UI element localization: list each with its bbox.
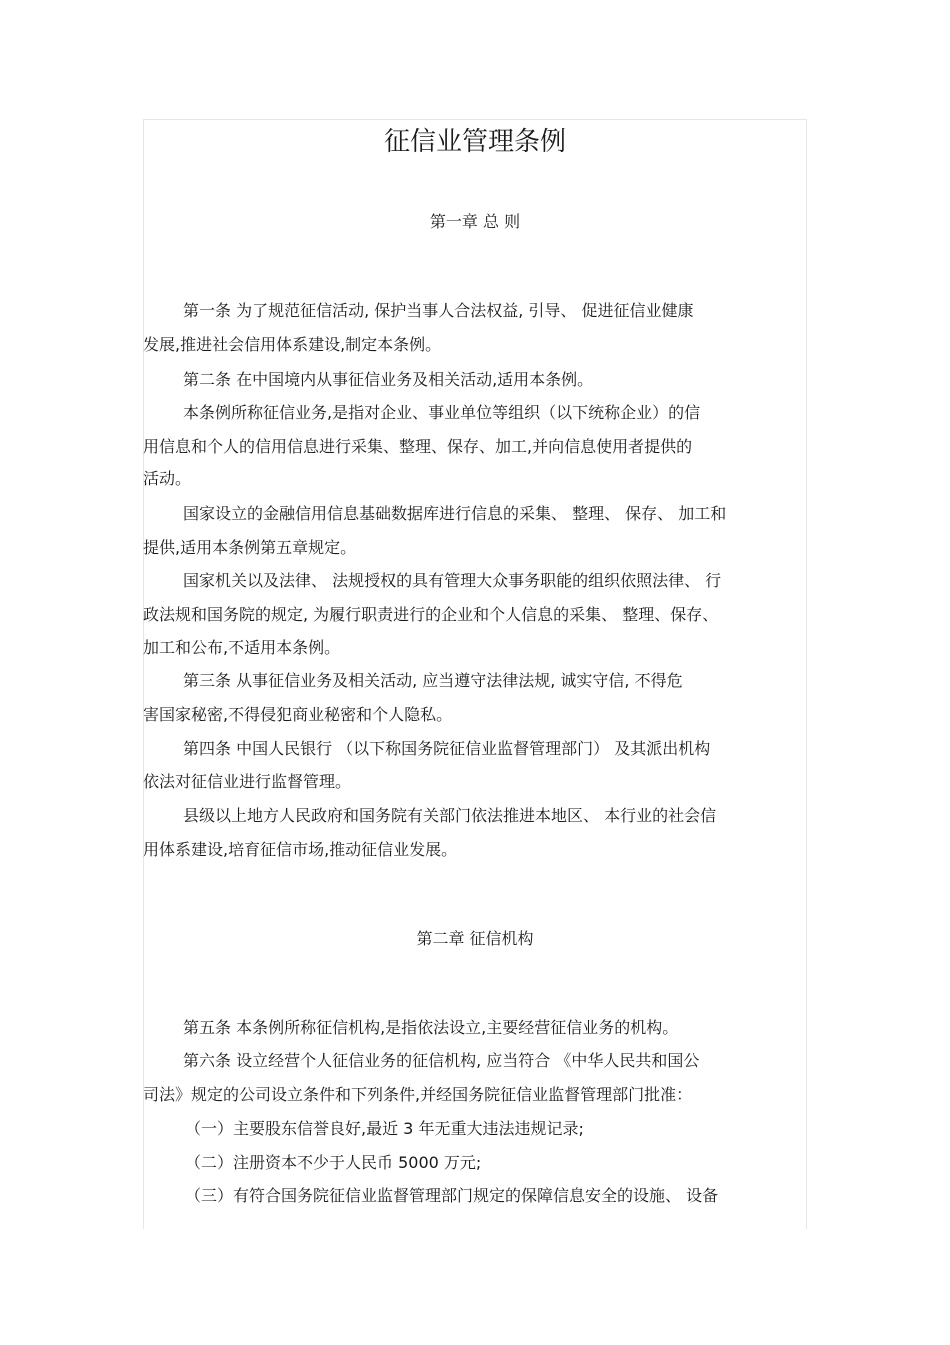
article-1-line-1: 第一条 为了规范征信活动, 保护当事人合法权益, 引导、 促进征信业健康 [183, 301, 694, 320]
article-4-para-2-line-1: 县级以上地方人民政府和国务院有关部门依法推进本地区、 本行业的社会信 [183, 806, 717, 825]
article-6-item-3: （三）有符合国务院征信业监督管理部门规定的保障信息安全的设施、 设备 [185, 1186, 719, 1205]
article-4-para-2-line-2: 用体系建设,培育征信市场,推动征信业发展。 [143, 840, 458, 859]
article-2-para-4-line-3: 加工和公布,不适用本条例。 [143, 638, 341, 657]
article-4-line-2: 依法对征信业进行监督管理。 [143, 772, 352, 791]
article-1-line-2: 发展,推进社会信用体系建设,制定本条例。 [143, 335, 442, 354]
document-title: 征信业管理条例 [383, 127, 566, 157]
article-3-line-2: 害国家秘密,不得侵犯商业秘密和个人隐私。 [143, 705, 453, 724]
chapter-heading-2: 第二章 征信机构 [416, 929, 534, 948]
chapter-heading-1: 第一章 总 则 [429, 212, 521, 231]
article-6-item-1: （一）主要股东信誉良好,最近 3 年无重大违法违规记录; [185, 1119, 584, 1138]
article-6-item-2: （二）注册资本不少于人民币 5000 万元; [185, 1153, 482, 1172]
article-2-para-3-line-1: 国家设立的金融信用信息基础数据库进行信息的采集、 整理、 保存、 加工和 [183, 504, 727, 523]
article-6-line-2: 司法》规定的公司设立条件和下列条件,并经国务院征信业监督管理部门批准： [143, 1085, 693, 1104]
article-2-para-2-line-1: 本条例所称征信业务,是指对企业、事业单位等组织（以下统称企业）的信 [183, 403, 701, 422]
article-5-line-1: 第五条 本条例所称征信机构,是指依法设立,主要经营征信业务的机构。 [183, 1018, 679, 1037]
article-6-line-1: 第六条 设立经营个人征信业务的征信机构, 应当符合 《中华人民共和国公 [183, 1051, 700, 1070]
article-3-line-1: 第三条 从事征信业务及相关活动, 应当遵守法律法规, 诚实守信, 不得危 [183, 671, 683, 690]
article-4-line-1: 第四条 中国人民银行 （以下称国务院征信业监督管理部门） 及其派出机构 [183, 739, 711, 758]
article-2-para-2-line-3: 活动。 [143, 469, 192, 488]
article-2-para-4-line-1: 国家机关以及法律、 法规授权的具有管理大众事务职能的组织依照法律、 行 [183, 571, 722, 590]
article-2-para-2-line-2: 用信息和个人的信用信息进行采集、整理、保存、加工,并向信息使用者提供的 [143, 437, 693, 456]
article-2-para-4-line-2: 政法规和国务院的规定, 为履行职责进行的企业和个人信息的采集、 整理、保存、 [143, 605, 719, 624]
article-2-para-3-line-2: 提供,适用本条例第五章规定。 [143, 538, 357, 557]
article-2-line-1: 第二条 在中国境内从事征信业务及相关活动,适用本条例。 [183, 370, 594, 389]
